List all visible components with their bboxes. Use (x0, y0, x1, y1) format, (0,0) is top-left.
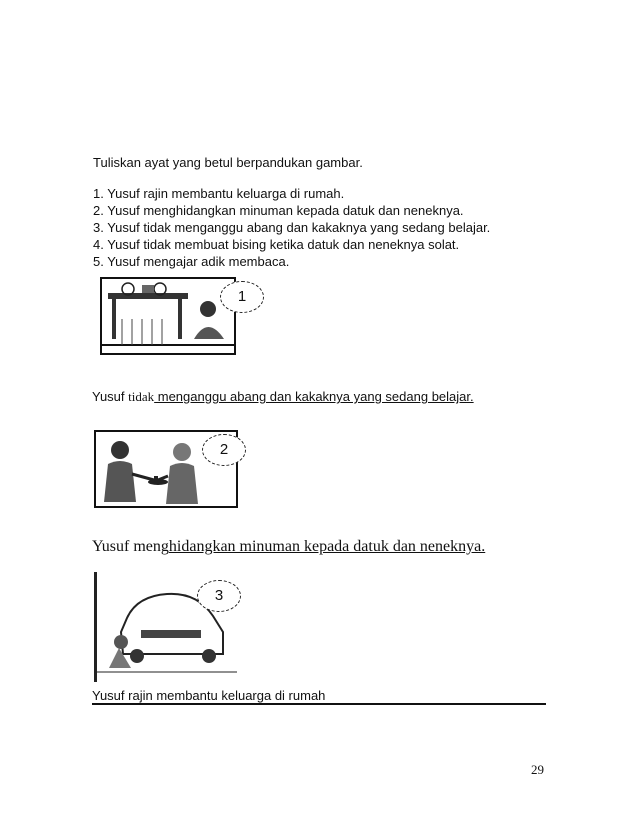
picture-1-number-bubble: 1 (220, 281, 264, 313)
answer-1 (92, 389, 474, 405)
answer-1-part1: Yusuf (92, 389, 129, 404)
list-item: 1. Yusuf rajin membantu keluarga di rumah. (93, 186, 345, 201)
page-number: 29 (531, 762, 544, 777)
picture-2-number-bubble: 2 (202, 434, 246, 466)
picture-3-number-bubble: 3 (197, 580, 241, 612)
picture-3-car-washing-scene (94, 572, 237, 682)
list-item: 5. Yusuf mengajar adik membaca. (93, 254, 290, 269)
answer-2-part2: hidangkan minuman kepada datuk dan neneknya. (168, 538, 486, 555)
answer-3: Yusuf rajin membantu keluarga di rumah (92, 688, 326, 703)
sentence-list (93, 185, 490, 270)
picture-1-study-scene (100, 277, 247, 355)
answer-3-underline (92, 703, 546, 705)
answer-2-part1: Yusuf meng (92, 538, 169, 555)
answer-1-part2: tidak (128, 389, 155, 404)
list-item: 3. Yusuf tidak menganggu abang dan kakaknya yang sedang belajar. (93, 220, 491, 235)
list-item: 4. Yusuf tidak membuat bising ketika datuk dan neneknya solat. (93, 237, 460, 252)
list-item: 2. Yusuf menghidangkan minuman kepada datuk dan neneknya. (93, 203, 464, 218)
answer-2 (92, 538, 485, 556)
instruction-text: Tuliskan ayat yang betul berpandukan gambar. (93, 155, 363, 170)
picture-1-illustration (102, 279, 234, 353)
picture-2-serving-scene (94, 430, 238, 508)
answer-1-part3: menganggu abang dan kakaknya yang sedang belajar. (154, 389, 474, 404)
